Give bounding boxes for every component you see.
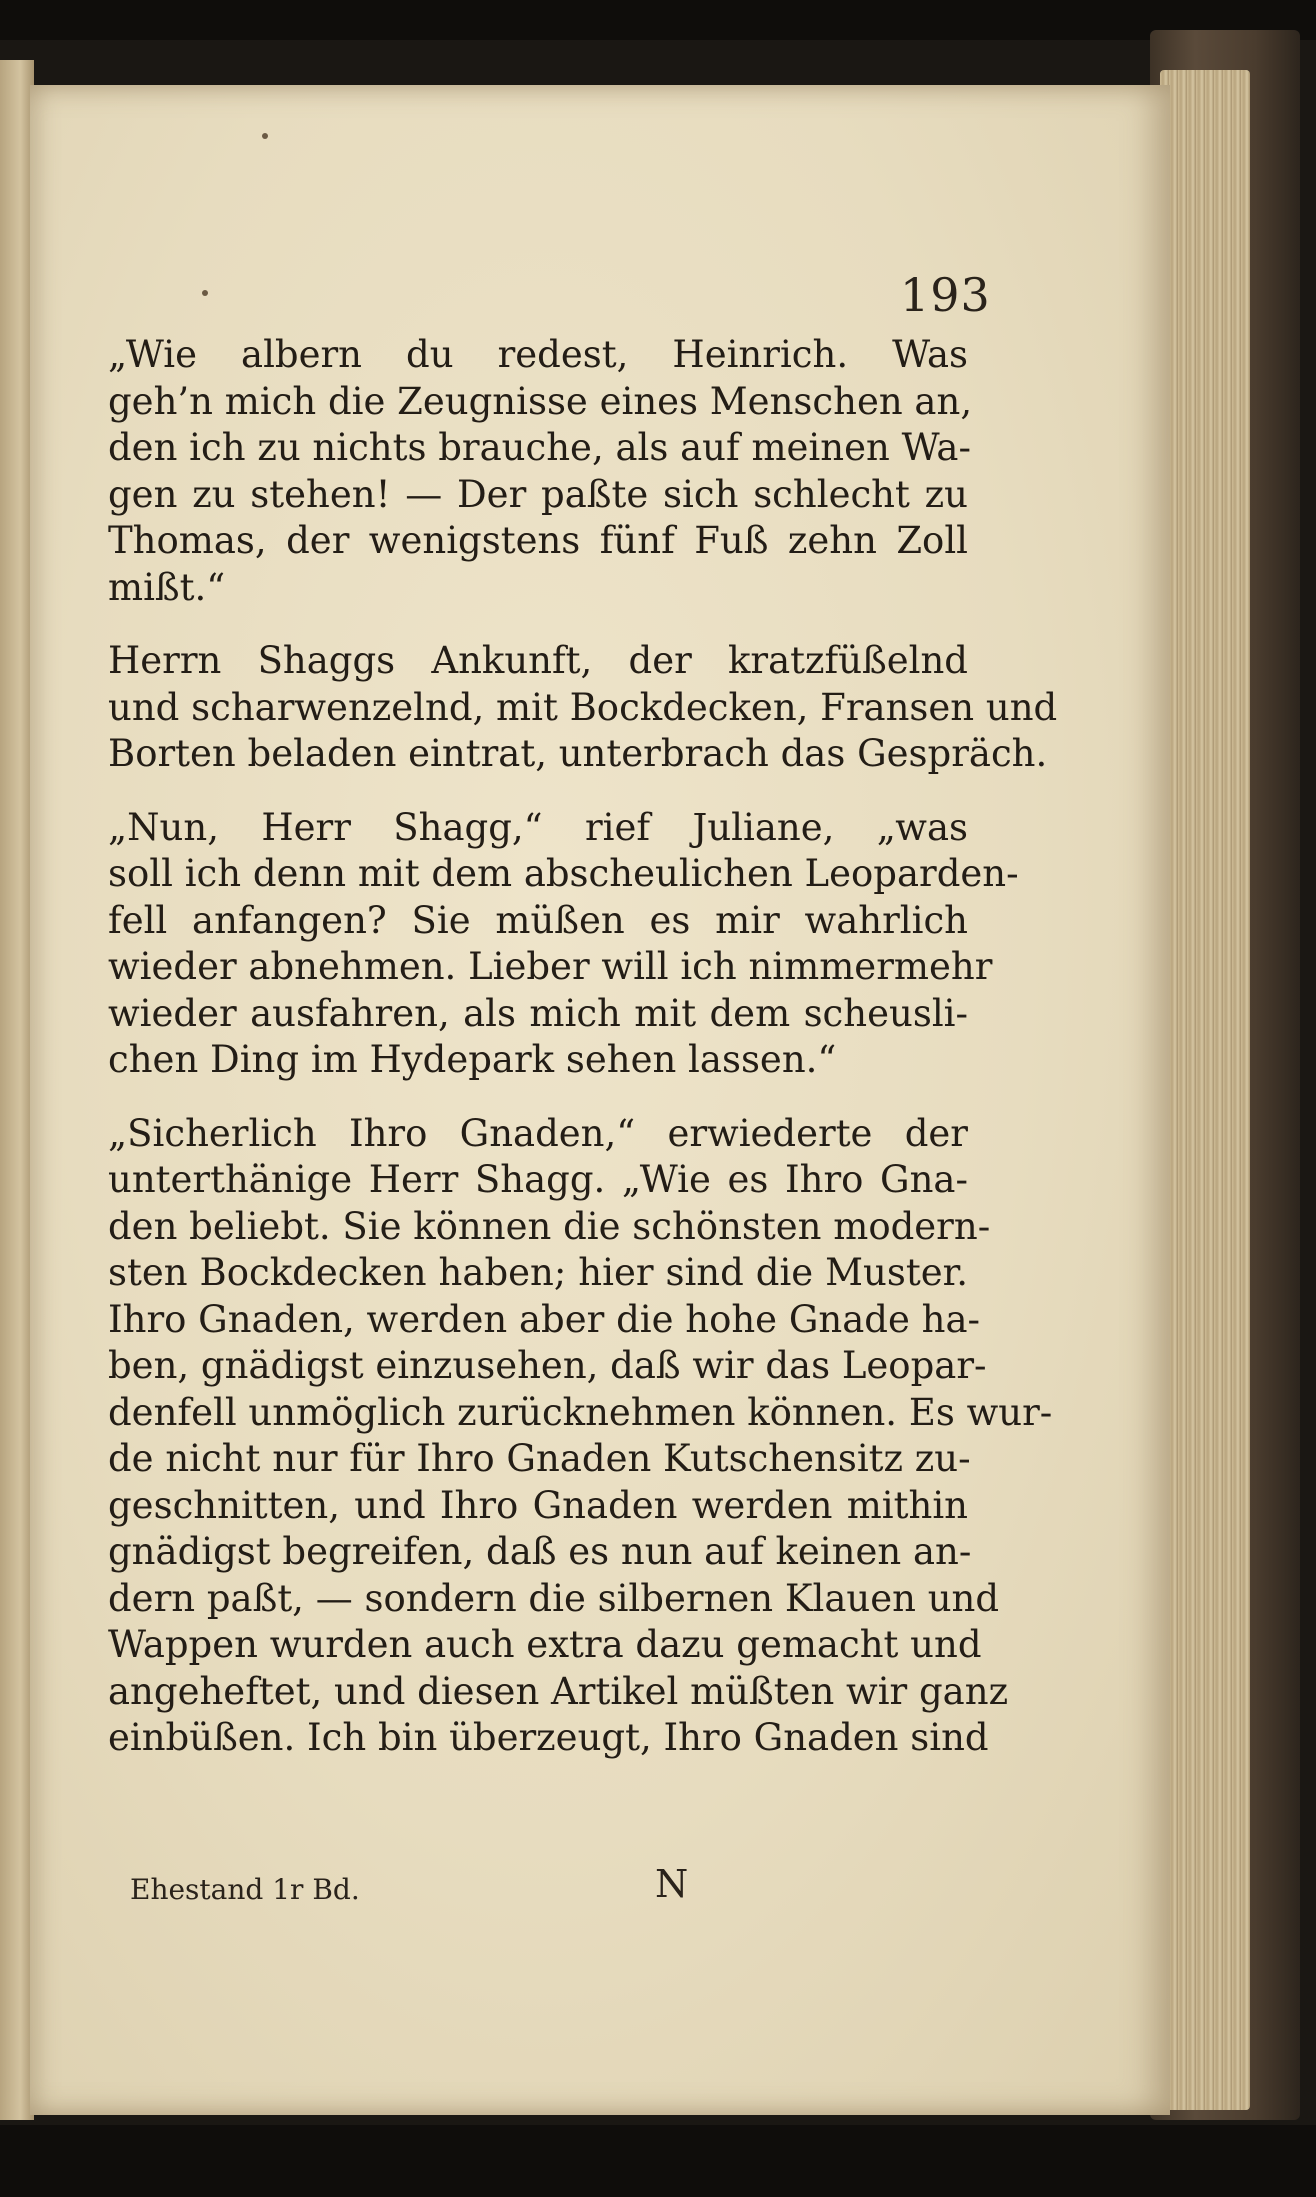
text-line: de nicht nur für Ihro Gnaden Kutschensitz zu- (108, 1437, 971, 1480)
scan-background-bottom (0, 2125, 1316, 2197)
text-line: gen zu stehen! — Der paßte sich schlecht zu (108, 472, 968, 516)
page-number: 193 (900, 268, 991, 322)
text-line: soll ich denn mit dem abscheulichen Leoparden- (108, 852, 1019, 895)
text-line: Ihro Gnaden, werden aber die hohe Gnade ha- (108, 1297, 981, 1341)
text-line: wieder abnehmen. Lieber will ich nimmermehr (108, 945, 993, 988)
text-line: „Nun, Herr Shagg,“ rief Juliane, „was (108, 805, 968, 849)
text-line: mißt.“ (108, 565, 226, 609)
page-block-edges (1160, 70, 1250, 2110)
paragraph-1 (108, 332, 973, 611)
text-line: ben, gnädigst einzusehen, daß wir das Leopar- (108, 1344, 987, 1387)
text-line: Thomas, der wenigstens fünf Fuß zehn Zoll (108, 519, 968, 562)
text-line: gnädigst begreifen, daß es nun auf keinen an- (108, 1530, 972, 1573)
paragraph-2 (108, 638, 1058, 778)
text-line: fell anfangen? Sie müßen es mir wahrlich (108, 898, 968, 942)
text-line: Herrn Shaggs Ankunft, der kratzfüßelnd (108, 639, 968, 682)
text-line: chen Ding im Hydepark sehen lassen.“ (108, 1038, 837, 1081)
text-line: einbüßen. Ich bin überzeugt, Ihro Gnaden sind (108, 1716, 989, 1759)
text-line: dern paßt, — sondern die silbernen Klauen und (108, 1576, 1000, 1620)
text-line: und scharwenzelnd, mit Bockdecken, Fransen und (108, 685, 1058, 729)
text-line: unterthänige Herr Shagg. „Wie es Ihro Gna- (108, 1158, 968, 1201)
text-line: geschnitten, und Ihro Gnaden werden mithin (108, 1483, 968, 1527)
text-line: den beliebt. Sie können die schönsten modern- (108, 1204, 991, 1248)
text-line: denfell unmöglich zurücknehmen können. Es wur- (108, 1390, 1053, 1434)
facing-page-edge (0, 60, 34, 2120)
text-line: wieder ausfahren, als mich mit dem scheusli- (108, 991, 968, 1035)
text-line: angeheftet, und diesen Artikel müßten wir ganz (108, 1669, 1009, 1713)
text-line: Borten beladen eintrat, unterbrach das Gespräch. (108, 732, 1048, 775)
paper-speck (202, 290, 208, 296)
text-line: Wappen wurden auch extra dazu gemacht und (108, 1623, 982, 1666)
text-line: „Wie albern du redest, Heinrich. Was (108, 333, 968, 376)
text-line: „Sicherlich Ihro Gnaden,“ erwiederte der (108, 1111, 968, 1155)
text-line: sten Bockdecken haben; hier sind die Muster. (108, 1251, 968, 1294)
footer-sheet-mark: N (655, 1862, 689, 1906)
scan-background-top (0, 0, 1316, 40)
paragraph-4 (108, 1111, 1053, 1762)
paragraph-3 (108, 805, 1019, 1084)
body-text (108, 332, 1058, 1789)
paper-speck (262, 133, 268, 139)
footer-signature: Ehestand 1r Bd. (130, 1873, 360, 1906)
text-line: den ich zu nichts brauche, als auf meinen Wa- (108, 426, 971, 469)
text-line: geh’n mich die Zeugnisse eines Menschen an, (108, 379, 973, 423)
